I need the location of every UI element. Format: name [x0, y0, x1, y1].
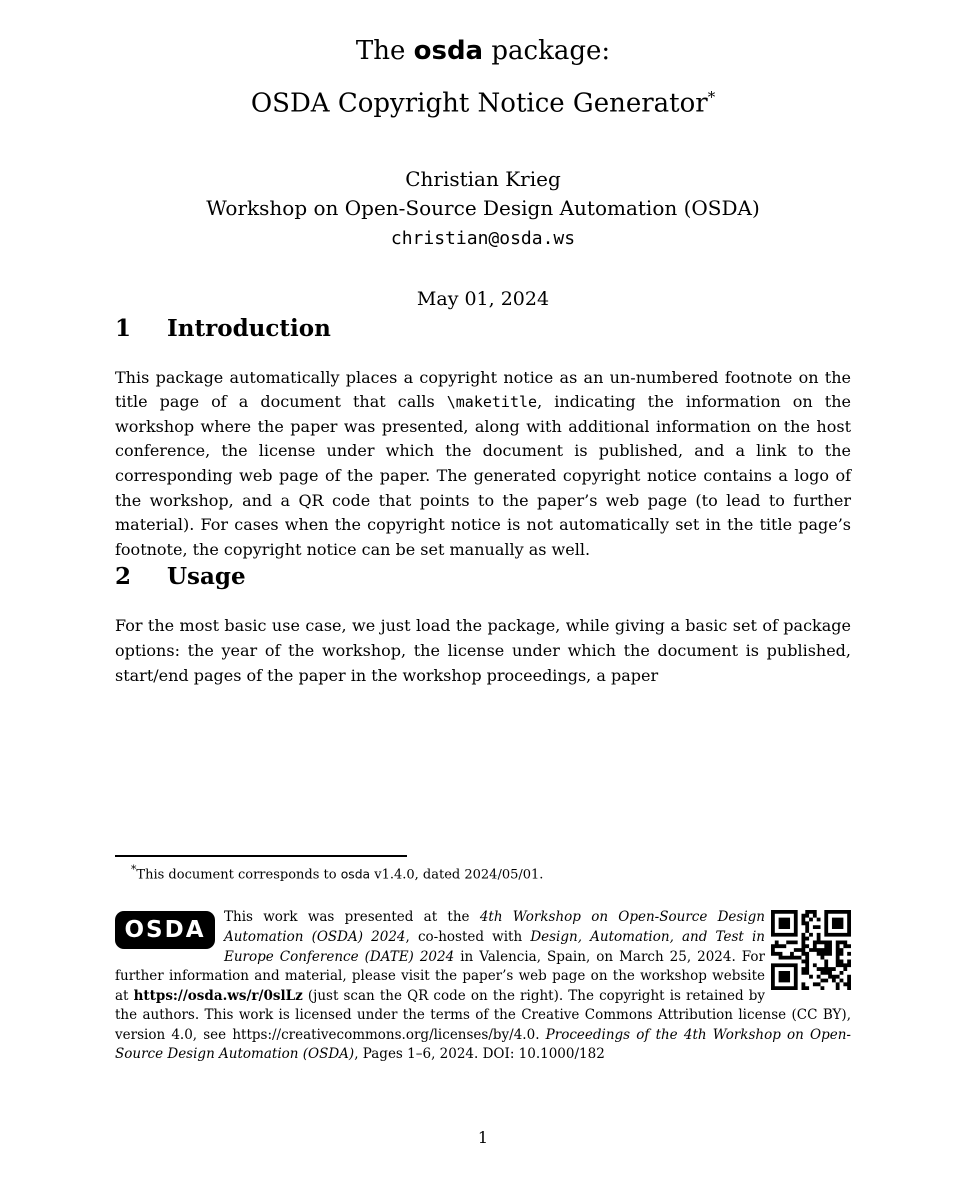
- footnote-text: v1.4.0, dated 2024/05/01.: [370, 867, 544, 883]
- footnote-text: This document corresponds to: [136, 867, 341, 883]
- title-footnote: [115, 861, 851, 883]
- title-text: OSDA Copyright Notice Generator: [250, 88, 708, 119]
- notice-text: (just scan the QR code on the right). The copyright is retained by the authors. This work is licensed under the terms of the Creative Commons Attribution license (CC BY), version 4.0, see: [115, 987, 851, 1043]
- title-text: package:: [483, 36, 611, 66]
- package-name: osda: [340, 867, 371, 882]
- paragraph-text: For the most basic use case, we just load the package, while giving a basic set of package options: the year of the workshop, the license under which the document is published, start/end pages of the paper in the workshop proceedings, a paper: [115, 616, 851, 685]
- osda-logo-text: OSDA: [124, 916, 206, 943]
- author-block: [115, 165, 851, 253]
- title-footnote-mark: *: [707, 88, 716, 106]
- usage-paragraph: [115, 614, 851, 688]
- notice-text: , Pages 1–6, 2024. DOI: 10.1000/182: [354, 1046, 605, 1063]
- title-text: The: [355, 36, 414, 66]
- author-email-link[interactable]: christian@osda.ws: [390, 227, 576, 249]
- section-heading-introduction: [115, 314, 851, 344]
- author-affiliation: Workshop on Open-Source Design Automation (OSDA): [206, 195, 760, 220]
- paragraph-text: This package automatically places a copyright notice as an un-numbered footnote on the title page of a document that calls: [115, 367, 851, 412]
- notice-text: , co-hosted with: [405, 928, 531, 945]
- section-title: Usage: [167, 563, 246, 591]
- section-heading-usage: [115, 562, 851, 592]
- document-date: May 01, 2024: [416, 287, 550, 310]
- qr-code-icon: [771, 910, 851, 990]
- footnote-rule: [115, 855, 407, 857]
- footnote-area: [115, 855, 851, 1065]
- package-name: osda: [413, 36, 484, 66]
- inline-code-maketitle: \maketitle: [446, 393, 538, 412]
- copyright-notice: [115, 908, 851, 1065]
- text-column: [115, 0, 851, 688]
- introduction-paragraph: [115, 366, 851, 563]
- title-line-1: [115, 28, 851, 74]
- section-number: 1: [115, 314, 132, 342]
- page-number: 1: [477, 1128, 489, 1147]
- section-title: Introduction: [167, 314, 331, 342]
- author-name: Christian Krieg: [405, 166, 561, 191]
- section-number: 2: [115, 563, 132, 591]
- notice-text: .: [535, 1026, 546, 1043]
- conference-name: Design, Automation, and Test in Europe Conference (DATE) 2024: [224, 928, 766, 965]
- paper-url-link[interactable]: https://osda.ws/r/0slLz: [133, 987, 303, 1004]
- paragraph-text: , indicating the information on the workshop where the paper was presented, along with additional information on the host conference, the license under which the document is published, and a link to the corresponding web page of the paper. The generated copyright notice contains a logo of the workshop, and a QR code that points to the paper’s web page (to lead to further material). For cases when the copyright notice is not automatically set in the title page’s footnote, the copyright notice can be set manually as well.: [115, 392, 851, 559]
- paper-title: [115, 28, 851, 127]
- workshop-name: 4th Workshop on Open-Source Design Automation (OSDA) 2024: [224, 909, 765, 945]
- proceedings-name: Proceedings of the 4th Workshop on Open-Source Design Automation (OSDA): [115, 1026, 851, 1063]
- cc-license-link[interactable]: https://creativecommons.org/licenses/by/4.0: [232, 1026, 536, 1043]
- notice-text: This work was presented at the: [224, 909, 480, 926]
- title-line-2: [115, 74, 851, 127]
- footnote-marker: *: [131, 863, 137, 876]
- osda-logo: [115, 911, 215, 949]
- notice-text: in Valencia, Spain, on March 25, 2024. For further information and material, please visit the paper’s web page on the workshop website at: [115, 948, 765, 1004]
